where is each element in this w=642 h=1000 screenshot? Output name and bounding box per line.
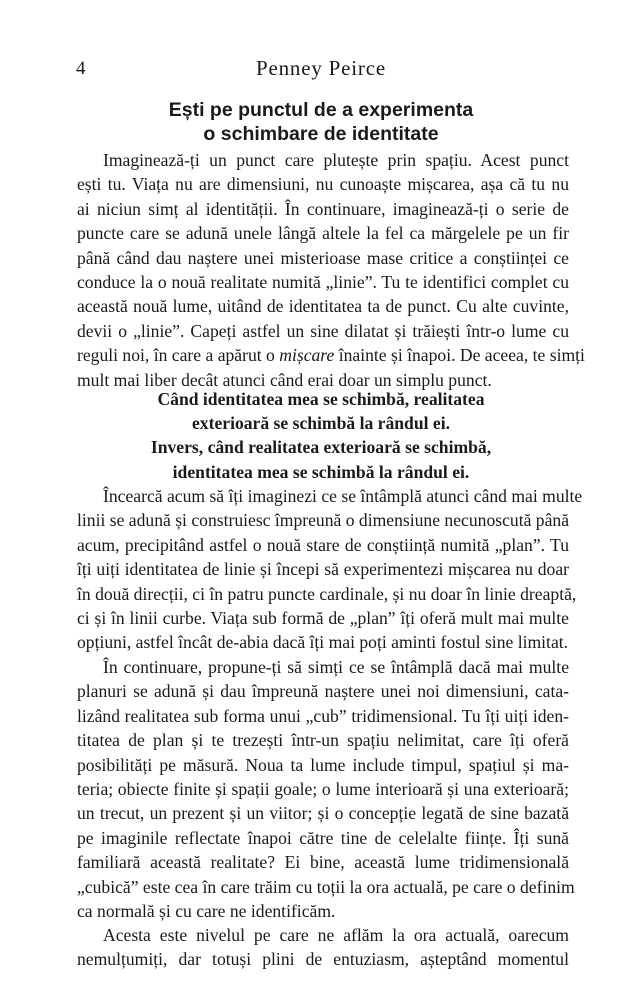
quote-line: Când identitatea mea se schimbă, realitatea — [157, 389, 485, 409]
text-line: această nouă lume, uitând de identitatea ta de punct. Cu alte cuvinte, — [77, 296, 569, 317]
section-title-line: Ești pe punctul de a experimenta — [168, 99, 474, 121]
text-line: opțiuni, astfel încât de-abia dacă îți mai poți aminti fostul sine limitat. — [77, 632, 569, 653]
text-line: planuri se adună și dau împreună naștere unei noi dimensiuni, cata- — [77, 681, 569, 702]
text-line: devii o „linie”. Capeți astfel un sine dilatat și trăiești într-o lume cu — [77, 320, 569, 341]
paragraph-3 — [77, 655, 575, 923]
quote-line: identitatea mea se schimbă la rândul ei. — [172, 461, 470, 482]
text-line: familiară această realitate? Ei bine, această lume tridimensională — [77, 852, 569, 873]
text-line: ești tu. Viața nu are dimensiuni, nu cunoaște mișcarea, așa că tu nu — [77, 174, 569, 195]
emphasized-word: mișcare — [279, 345, 335, 366]
text-line: Încearcă acum să îți imaginezi ce se întâmplă atunci când mai multe — [103, 486, 583, 506]
text-line: În continuare, propune-ți să simți ce se întâmplă dacă mai multe — [103, 657, 569, 677]
paragraph-1 — [77, 148, 585, 392]
text-line: până când dau naștere unei misterioase mase critice a conștiinței ce — [77, 247, 569, 268]
text-line: linii se adună și construiesc împreună o dimensiune necunoscută până — [77, 510, 569, 531]
text-line: acum, precipitând astfel o nouă stare de conștiință numită „plan”. Tu — [77, 534, 569, 555]
text-line: titatea de plan și te trezești într-un spațiu nelimitat, care îți oferă — [77, 730, 569, 751]
text-line: posibilități pe măsură. Noua ta lume include timpul, spațiul și ma- — [77, 754, 569, 775]
text-line: puncte care se adună unele lângă altele la fel ca mărgelele pe un fir — [77, 223, 569, 244]
text-run: înainte și înapoi. De aceea, te simți — [334, 345, 585, 366]
text-run: reguli noi, în care a apărut o — [77, 345, 280, 366]
text-line: teria; obiecte finite și spații goale; o lume interioară și una exterioară; — [77, 778, 569, 799]
text-line: ci și în linii curbe. Viața sub formă de „plan” îți oferă mult mai multe — [77, 607, 569, 628]
text-line: Imaginează-ți un punct care plutește prin spațiu. Acest punct — [103, 150, 569, 170]
text-line — [77, 343, 585, 367]
quote-line: exterioară se schimbă la rândul ei. — [191, 413, 450, 434]
text-line: lizând realitatea sub forma unui „cub” tridimensional. Tu îți uiți iden- — [77, 705, 569, 726]
running-head-author: Penney Peirce — [256, 56, 386, 80]
text-line: conduce la o nouă realitate numită „linie”. Tu te identifici complet cu — [77, 271, 569, 292]
section-title — [60, 98, 582, 146]
text-line: pe imaginile reflectate înapoi către tine de celelalte ființe. Îți sună — [77, 827, 569, 848]
text-line: ca normală și cu care ne identificăm. — [77, 900, 336, 921]
text-line: ai niciun simț al identității. În continuare, imaginează-ți o serie de — [77, 198, 569, 219]
pull-quote — [60, 387, 582, 484]
quote-line: Invers, când realitatea exterioară se schimbă, — [150, 437, 492, 458]
text-line: în două direcții, ci în patru puncte cardinale, și nu doar în linie dreaptă, — [77, 583, 577, 604]
text-line: nemulțumiți, dar totuși plini de entuziasm, așteptând momentul — [77, 949, 569, 970]
text-line: îți uiți identitatea de linie și începi să experimentezi mișcarea nu doar — [77, 559, 569, 580]
page-number: 4 — [76, 58, 86, 79]
paragraph-4 — [77, 923, 569, 972]
text-line: Acesta este nivelul pe care ne aflăm la ora actuală, oarecum — [103, 925, 569, 945]
paragraph-2 — [77, 484, 583, 655]
section-title-line: o schimbare de identitate — [203, 123, 439, 145]
text-line: un trecut, un prezent și un viitor; și o concepție legată de sine bazată — [77, 803, 569, 824]
text-line: mult mai liber decât atunci când erai doar un simplu punct. — [77, 369, 492, 390]
text-line: „cubică” este cea în care trăim cu toții la ora actuală, pe care o definim — [77, 876, 575, 897]
